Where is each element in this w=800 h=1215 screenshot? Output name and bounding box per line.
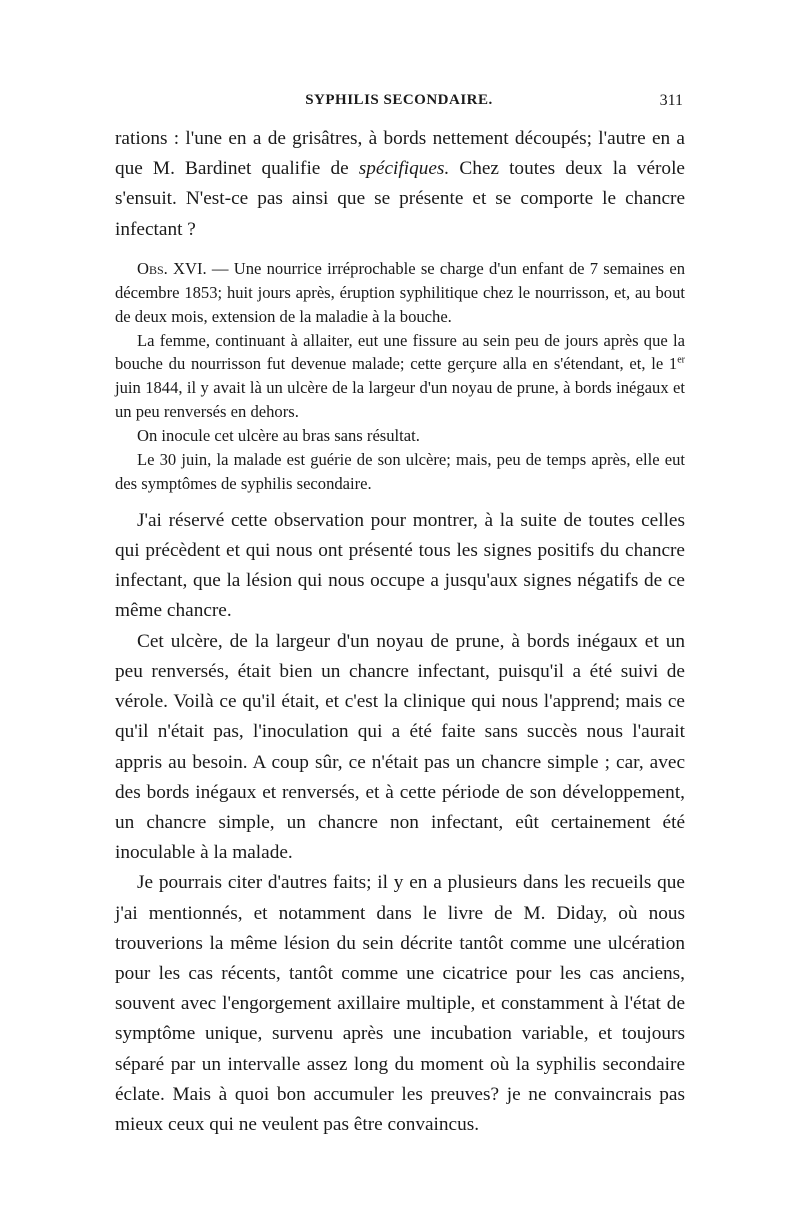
observation-paragraph: Le 30 juin, la malade est guérie de son ulcère; mais, peu de temps après, elle eut des symptômes de syphilis secondaire. — [115, 450, 685, 493]
observation-text: — Une nourrice irréprochable se charge d'un enfant de 7 semaines en décembre 1853; huit jours après, éruption syphilitique chez le nourrisson, et, au bout de deux mois, extension de la maladie à la bouche. — [115, 258, 685, 326]
running-head: SYPHILIS SECONDAIRE. — [305, 92, 493, 108]
opening-tail: Chez toutes deux la vérole s'ensuit. N'est-ce pas ainsi que se présente et se comporte le chancre infectant ? — [115, 158, 685, 240]
observation-text: juin 1844, il y avait là un ulcère de la largeur d'un noyau de prune, à bords inégaux et un peu renversés en dehors. — [115, 378, 685, 422]
ordinal-superscript: er — [677, 354, 685, 366]
body-paragraph: J'ai réservé cette observation pour montrer, à la suite de toutes celles qui précèdent et qui nous ont présenté tous les signes positifs du chancre infectant, que la lésion qui nous occupe a jusqu'aux signes négatifs de ce même chancre. — [115, 509, 685, 622]
opening-text: rations : l'une en a de grisâtres, à bords nettement découpés; l'autre en a que M. Bardinet qualifie de — [115, 128, 685, 180]
opening-paragraph — [115, 124, 685, 245]
observation-text: La femme, continuant à allaiter, eut une fissure au sein peu de jours après que la bouche du nourrisson fut devenue malade; cette gerçure alla en s'étendant, et, le 1 — [115, 330, 685, 374]
page-header — [115, 92, 683, 116]
observation-paragraph — [115, 257, 685, 329]
body-paragraph: Je pourrais citer d'autres faits; il y en a plusieurs dans les recueils que j'ai mentionnés, et notamment dans le livre de M. Diday, où nous trouverions la même lésion du sein décrite tantôt comme une ulcération pour les cas récents, tantôt comme une cicatrice pour les cas anciens, souvent avec l'engorgement axillaire multiple, et constamment à l'état de symptôme unique, survenu après une incubation variable, et toujours séparé par un intervalle assez long du moment où la syphilis secondaire éclate. Mais à quoi bon accumuler les preuves? je ne convaincrais pas mieux ceux qui ne veulent pas être convaincus. — [115, 872, 685, 1135]
page-number: 311 — [659, 92, 683, 109]
observation-paragraph: On inocule cet ulcère au bras sans résultat. — [137, 426, 420, 446]
observation-paragraph — [115, 329, 685, 425]
body-paragraph: Cet ulcère, de la largeur d'un noyau de prune, à bords inégaux et un peu renversés, était bien un chancre infectant, puisqu'il a été suivi de vérole. Voilà ce qu'il était, et c'est la clinique qui nous l'apprend; mais ce qu'il n'était pas, l'inoculation qui a été faite sans succès nous l'aurait appris au besoin. A coup sûr, ce n'était pas un chancre simple ; car, avec des bords inégaux et renversés, et à cette période de son développement, un chancre simple, un chancre non infectant, eût certainement été inoculable à la malade. — [115, 630, 685, 864]
emphasized-term: spécifiques. — [358, 158, 450, 180]
observation-block — [115, 257, 685, 496]
page-body — [115, 124, 685, 1140]
observation-label: Obs. XVI. — [137, 258, 207, 278]
